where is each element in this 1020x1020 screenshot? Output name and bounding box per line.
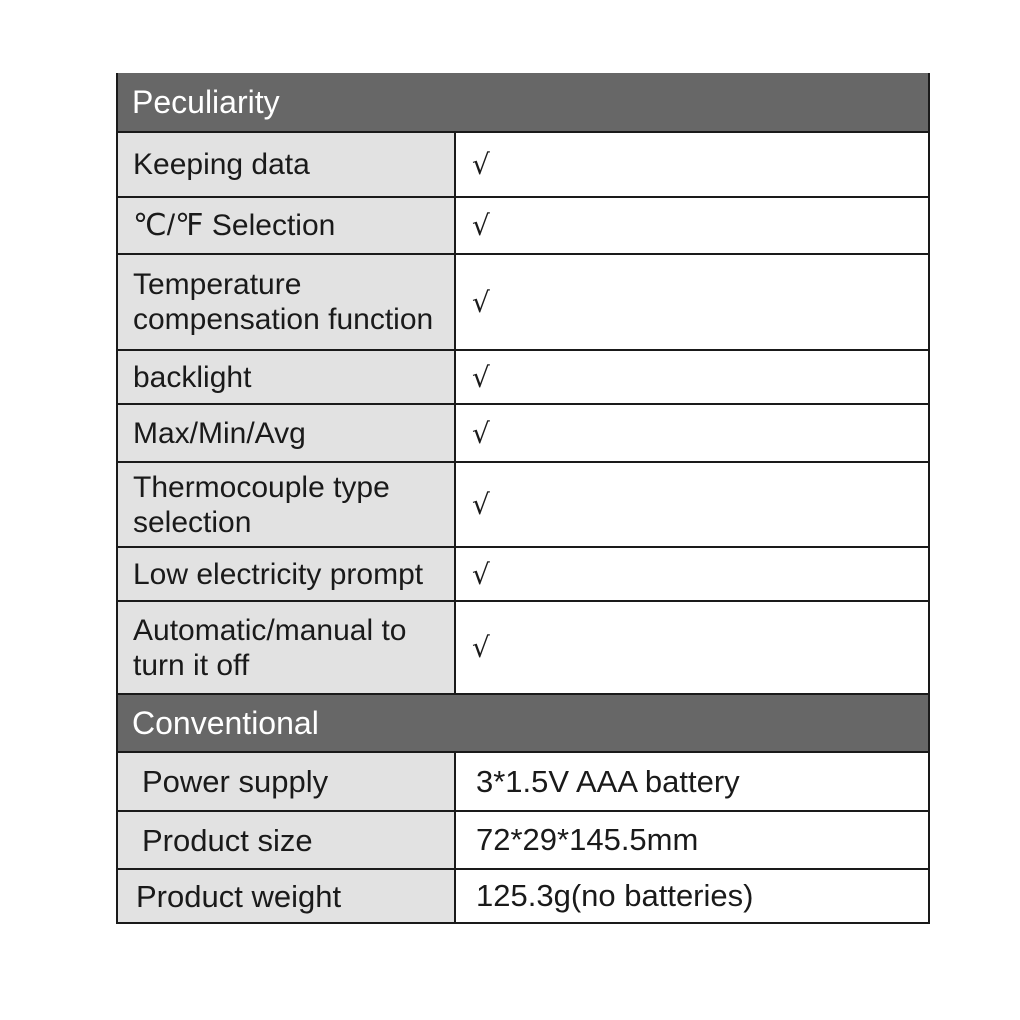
- row-label: Max/Min/Avg: [118, 405, 456, 461]
- row-value: 125.3g(no batteries): [456, 870, 928, 922]
- row-label: Thermocouple type selection: [118, 463, 456, 546]
- check-icon: √: [472, 285, 490, 319]
- table-row: [118, 351, 928, 405]
- table-row: [118, 198, 928, 255]
- table-row: [118, 405, 928, 463]
- check-icon: √: [472, 416, 490, 450]
- row-value: 72*29*145.5mm: [456, 812, 928, 868]
- table-row: [118, 870, 928, 922]
- check-mark: [456, 198, 928, 253]
- row-value: 3*1.5V AAA battery: [456, 753, 928, 810]
- section-header-peculiarity: Peculiarity: [118, 73, 928, 133]
- section-header-conventional: Conventional: [118, 693, 928, 753]
- table-row: [118, 753, 928, 812]
- check-icon: √: [472, 631, 490, 664]
- check-icon: √: [472, 488, 490, 521]
- check-icon: √: [472, 209, 490, 242]
- table-row: [118, 255, 928, 351]
- table-row: [118, 548, 928, 602]
- row-label: Automatic/manual to turn it off: [118, 602, 456, 693]
- spec-table: [116, 73, 930, 924]
- row-label: Product size: [118, 812, 456, 868]
- check-mark: [456, 602, 928, 693]
- check-mark: [456, 255, 928, 349]
- table-row: [118, 463, 928, 548]
- row-label: Product weight: [118, 870, 456, 922]
- check-mark: [456, 405, 928, 461]
- row-label: Power supply: [118, 753, 456, 810]
- table-row: [118, 812, 928, 870]
- check-mark: [456, 463, 928, 546]
- table-row: [118, 602, 928, 693]
- check-icon: √: [472, 557, 490, 591]
- check-mark: [456, 351, 928, 403]
- row-label: ℃/℉ Selection: [118, 198, 456, 253]
- check-icon: √: [472, 360, 490, 394]
- row-label: Keeping data: [118, 133, 456, 196]
- check-icon: √: [472, 148, 490, 181]
- row-label: Temperature compensation function: [118, 255, 456, 349]
- row-label: backlight: [118, 351, 456, 403]
- check-mark: [456, 548, 928, 600]
- check-mark: [456, 133, 928, 196]
- table-row: [118, 133, 928, 198]
- row-label: Low electricity prompt: [118, 548, 456, 600]
